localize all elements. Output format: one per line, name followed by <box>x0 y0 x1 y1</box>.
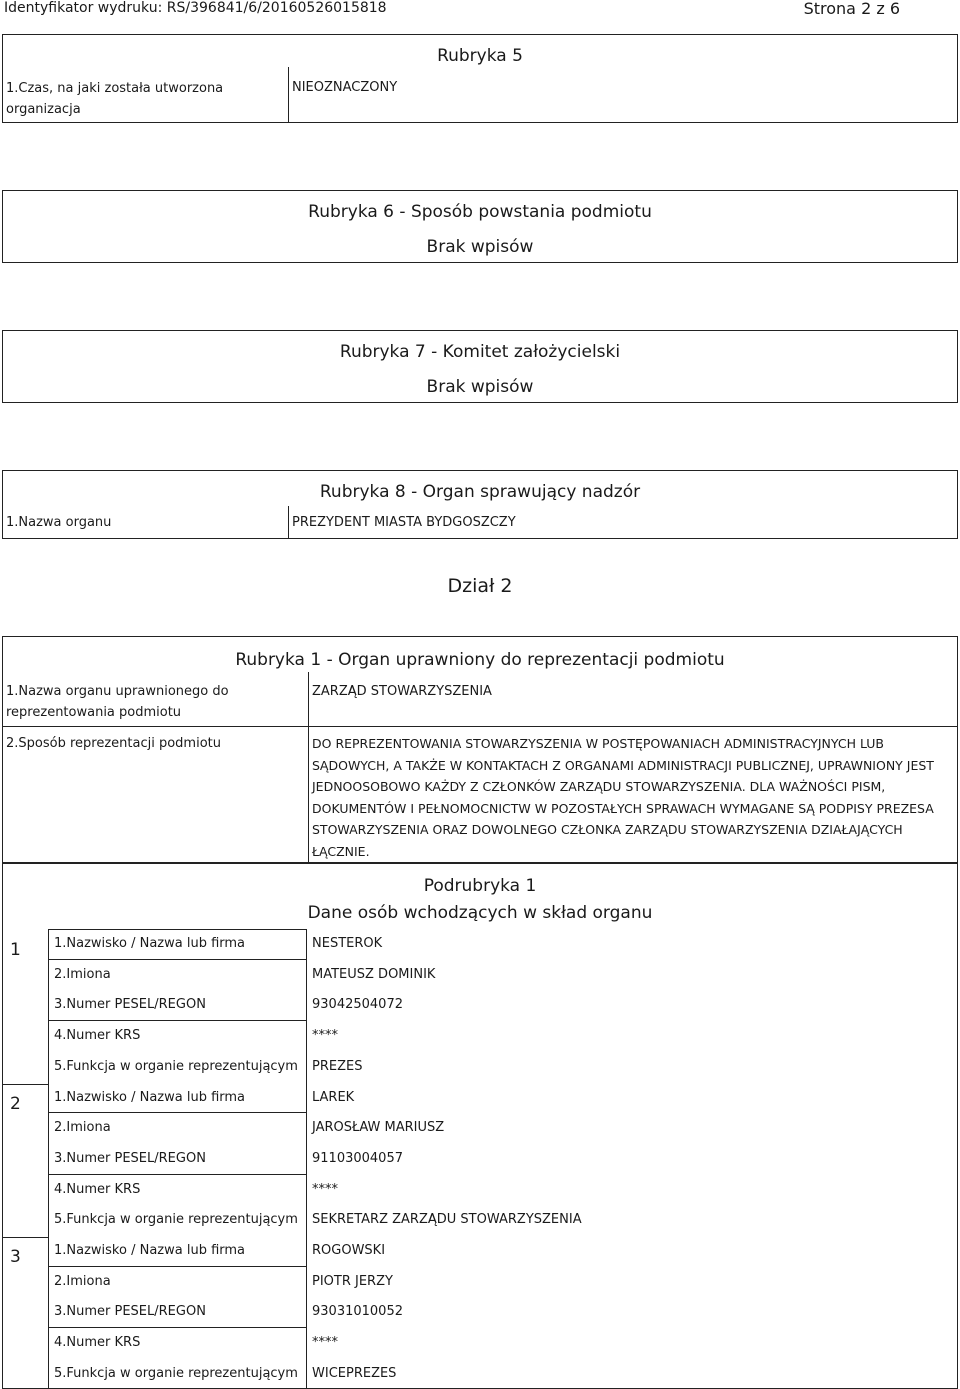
representation-label: 2.Sposób reprezentacji podmiotu <box>6 736 221 751</box>
podrubryka-subtitle: Dane osób wchodzących w skład organu <box>307 903 653 923</box>
page-number: Strona 2 z 6 <box>803 0 900 18</box>
person-name-value: LAREK <box>312 1089 355 1105</box>
rubryka-8-title: Rubryka 8 - Organ sprawujący nadzór <box>319 482 641 502</box>
organ-name-label: 1.Nazwa organu uprawnionego do reprezentowania podmiotu <box>6 684 229 720</box>
rubryka-6-title: Rubryka 6 - Sposób powstania podmiotu <box>308 202 652 222</box>
section-title: Dział 2 <box>447 575 513 597</box>
person-func-value: PREZES <box>312 1058 363 1074</box>
person-name-value: NESTEROK <box>312 936 383 951</box>
organ-name-value: ZARZĄD STOWARZYSZENIA <box>312 684 492 699</box>
d2-rubryka-1-title: Rubryka 1 - Organ uprawniony do reprezentacji podmiotu <box>235 650 725 670</box>
print-identifier: Identyfikator wydruku: RS/396841/6/20160526015818 <box>4 0 387 16</box>
person-func-value: SEKRETARZ ZARZĄDU STOWARZYSZENIA <box>312 1212 582 1228</box>
rubryka-6-value: Brak wpisów <box>426 237 534 257</box>
podrubryka-title: Podrubryka 1 <box>423 876 537 896</box>
person-krs-value: **** <box>312 1335 338 1351</box>
person-func-label: 5.Funkcja w organie reprezentującym <box>54 1058 298 1074</box>
person-pesel-label: 3.Numer PESEL/REGON <box>54 997 206 1013</box>
person-number: 2 <box>10 1093 21 1114</box>
person-name-label: 1.Nazwisko / Nazwa lub firma <box>54 1243 246 1258</box>
person-first-value: JAROSŁAW MARIUSZ <box>312 1120 445 1136</box>
person-first-label: 2.Imiona <box>54 1273 111 1289</box>
rubryka-7-value: Brak wpisów <box>426 377 534 397</box>
person-pesel-value: 93031010052 <box>312 1304 403 1320</box>
rubryka-8-value: PREZYDENT MIASTA BYDGOSZCZY <box>292 515 516 530</box>
rubryka-5-value: NIEOZNACZONY <box>292 80 398 95</box>
person-name-label: 1.Nazwisko / Nazwa lub firma <box>54 1089 246 1105</box>
person-name-label: 1.Nazwisko / Nazwa lub firma <box>54 936 246 951</box>
representation-value: DO REPREZENTOWANIA STOWARZYSZENIA W POSTĘPOWANIACH ADMINISTRACYJNYCH LUB SĄDOWYCH, A TAKŻE W KONTAKTACH Z ORGANAMI ADMINISTRACJI PUBLICZNEJ, UPRAWNIONY JEST JEDNOOSOBOWO KAŻDY Z CZŁONKÓW ZARZĄDU STOWARZYSZENIA. DLA WAŻNOŚCI PISM, DOKUMENTÓW I PEŁNOMOCNICTW W POZOSTAŁYCH SPRAWACH WYMAGANE SĄ PODPISY PREZESA STOWARZYSZENIA ORAZ DOWOLNEGO CZŁONKA ZARZĄDU STOWARZYSZENIA DZIAŁAJĄCYCH ŁĄCZNIE. <box>312 736 934 859</box>
person-pesel-value: 91103004057 <box>312 1150 403 1166</box>
person-name-value: ROGOWSKI <box>312 1243 386 1258</box>
person-first-value: PIOTR JERZY <box>312 1273 393 1289</box>
person-func-label: 5.Funkcja w organie reprezentującym <box>54 1365 298 1381</box>
person-func-value: WICEPREZES <box>312 1365 397 1381</box>
person-number: 1 <box>10 940 21 960</box>
rubryka-8-label: 1.Nazwa organu <box>6 515 112 530</box>
person-pesel-value: 93042504072 <box>312 997 403 1013</box>
person-krs-label: 4.Numer KRS <box>54 1181 141 1197</box>
person-pesel-label: 3.Numer PESEL/REGON <box>54 1150 206 1166</box>
rubryka-5-label: 1.Czas, na jaki została utworzona organizacja <box>6 81 224 117</box>
person-krs-value: **** <box>312 1028 338 1044</box>
person-func-label: 5.Funkcja w organie reprezentującym <box>54 1212 298 1228</box>
person-first-value: MATEUSZ DOMINIK <box>312 966 436 982</box>
person-krs-value: **** <box>312 1181 338 1197</box>
rubryka-7-title: Rubryka 7 - Komitet założycielski <box>339 342 621 362</box>
person-number: 3 <box>10 1247 21 1267</box>
rubryka-5-title: Rubryka 5 <box>437 46 523 66</box>
person-first-label: 2.Imiona <box>54 966 111 982</box>
person-pesel-label: 3.Numer PESEL/REGON <box>54 1304 206 1320</box>
person-krs-label: 4.Numer KRS <box>54 1335 141 1351</box>
person-krs-label: 4.Numer KRS <box>54 1028 141 1044</box>
person-first-label: 2.Imiona <box>54 1120 111 1136</box>
